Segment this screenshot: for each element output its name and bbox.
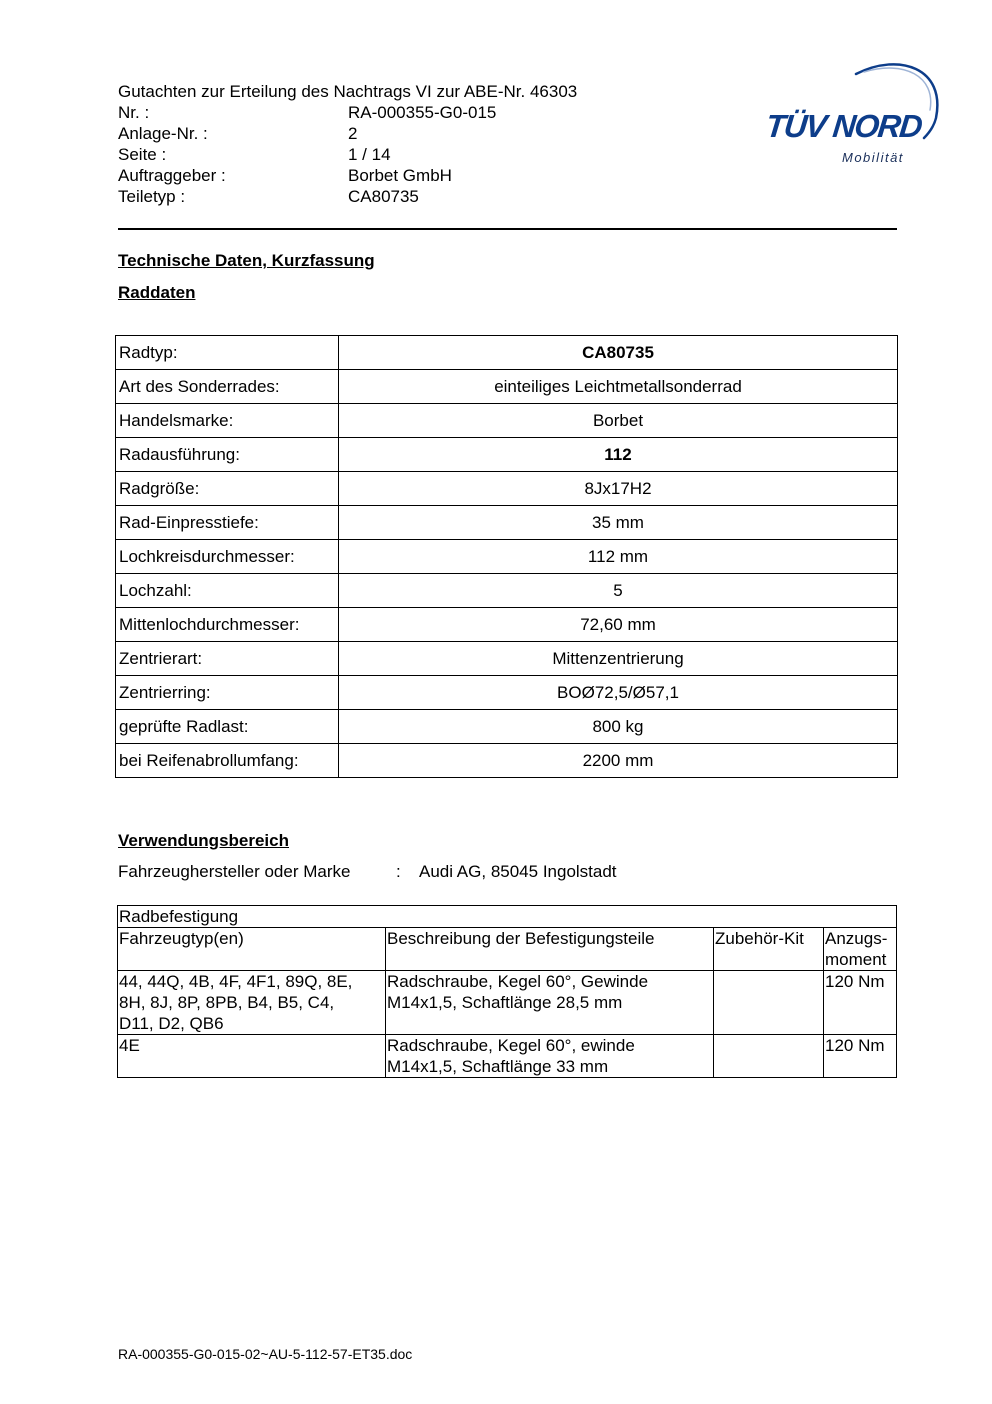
table-row bbox=[116, 336, 898, 370]
header-label: Anlage-Nr. : bbox=[118, 124, 208, 143]
raddaten-value: 72,60 mm bbox=[339, 608, 898, 642]
raddaten-label: Rad-Einpresstiefe: bbox=[116, 506, 339, 540]
table-row bbox=[116, 540, 898, 574]
cell-line: 44, 44Q, 4B, 4F, 4F1, 89Q, 8E, bbox=[119, 972, 353, 991]
tuv-nord-logo bbox=[764, 58, 944, 173]
raddaten-label: bei Reifenabrollumfang: bbox=[116, 744, 339, 778]
raddaten-label: geprüfte Radlast: bbox=[116, 710, 339, 744]
table-row bbox=[118, 971, 897, 1035]
table-row bbox=[118, 906, 897, 928]
verwendung-heading: Verwendungsbereich bbox=[118, 831, 289, 850]
header-row-seite bbox=[118, 144, 577, 165]
cell-line: D11, D2, QB6 bbox=[119, 1014, 224, 1033]
table-row bbox=[118, 1035, 897, 1078]
radbefestigung-table bbox=[117, 905, 897, 1078]
logo-brand-text: TÜV NORD bbox=[764, 108, 924, 144]
logo-subtitle: Mobilität bbox=[842, 150, 904, 165]
table-row bbox=[116, 506, 898, 540]
table-row bbox=[116, 676, 898, 710]
header-row-auftraggeber bbox=[118, 165, 577, 186]
header-value: RA-000355-G0-015 bbox=[348, 103, 497, 122]
table-row bbox=[116, 574, 898, 608]
header-label: Seite : bbox=[118, 145, 167, 164]
header-label: Auftraggeber : bbox=[118, 166, 226, 185]
raddaten-value: 2200 mm bbox=[339, 744, 898, 778]
column-header-beschreibung: Beschreibung der Befestigungsteile bbox=[386, 928, 714, 971]
raddaten-label: Radausführung: bbox=[116, 438, 339, 472]
table-row bbox=[116, 642, 898, 676]
footer-filename: RA-000355-G0-015-02~AU-5-112-57-ET35.doc bbox=[118, 1346, 413, 1362]
raddaten-table bbox=[115, 335, 898, 778]
cell-typ bbox=[118, 1035, 386, 1078]
cell-beschreibung bbox=[386, 1035, 714, 1078]
column-header-moment-line: Anzugs- bbox=[825, 929, 888, 948]
table-row bbox=[116, 608, 898, 642]
header-value: 1 / 14 bbox=[348, 145, 391, 164]
table-row bbox=[116, 710, 898, 744]
column-header-typ: Fahrzeugtyp(en) bbox=[118, 928, 386, 971]
cell-line: 4E bbox=[119, 1036, 140, 1055]
cell-line: M14x1,5, Schaftlänge 33 mm bbox=[387, 1057, 609, 1076]
raddaten-label: Art des Sonderrades: bbox=[116, 370, 339, 404]
raddaten-label: Lochzahl: bbox=[116, 574, 339, 608]
column-header-moment-line: moment bbox=[825, 950, 887, 969]
manufacturer-line bbox=[118, 862, 617, 882]
manufacturer-colon: : bbox=[396, 862, 401, 881]
column-header-moment bbox=[824, 928, 897, 971]
raddaten-label: Handelsmarke: bbox=[116, 404, 339, 438]
cell-kit bbox=[714, 971, 824, 1035]
raddaten-value: CA80735 bbox=[339, 336, 898, 370]
raddaten-label: Zentrierring: bbox=[116, 676, 339, 710]
header-value: 2 bbox=[348, 124, 358, 143]
raddaten-label: Zentrierart: bbox=[116, 642, 339, 676]
raddaten-value: 112 mm bbox=[339, 540, 898, 574]
document-title: Gutachten zur Erteilung des Nachtrags VI zur ABE-Nr. 46303 bbox=[118, 82, 578, 101]
raddaten-value: Borbet bbox=[339, 404, 898, 438]
raddaten-label: Radgröße: bbox=[116, 472, 339, 506]
header-divider bbox=[118, 228, 897, 230]
raddaten-value: 800 kg bbox=[339, 710, 898, 744]
raddaten-heading: Raddaten bbox=[118, 283, 196, 302]
table-row bbox=[116, 438, 898, 472]
cell-moment: 120 Nm bbox=[824, 1035, 897, 1078]
cell-line: Radschraube, Kegel 60°, ewinde bbox=[387, 1036, 635, 1055]
raddaten-value: BOØ72,5/Ø57,1 bbox=[339, 676, 898, 710]
manufacturer-value: Audi AG, 85045 Ingolstadt bbox=[419, 862, 617, 881]
cell-kit bbox=[714, 1035, 824, 1078]
raddaten-value: 112 bbox=[339, 438, 898, 472]
column-header-kit: Zubehör-Kit bbox=[714, 928, 824, 971]
raddaten-label: Mittenlochdurchmesser: bbox=[116, 608, 339, 642]
raddaten-label: Radtyp: bbox=[116, 336, 339, 370]
radbefestigung-title: Radbefestigung bbox=[118, 906, 897, 928]
raddaten-value: einteiliges Leichtmetallsonderrad bbox=[339, 370, 898, 404]
document-header bbox=[118, 81, 577, 207]
section-title: Technische Daten, Kurzfassung bbox=[118, 251, 375, 270]
table-row bbox=[116, 370, 898, 404]
cell-moment: 120 Nm bbox=[824, 971, 897, 1035]
header-label: Nr. : bbox=[118, 103, 150, 122]
table-row bbox=[116, 744, 898, 778]
cell-line: 8H, 8J, 8P, 8PB, B4, B5, C4, bbox=[119, 993, 335, 1012]
cell-line: Radschraube, Kegel 60°, Gewinde bbox=[387, 972, 649, 991]
cell-typ bbox=[118, 971, 386, 1035]
raddaten-value: 5 bbox=[339, 574, 898, 608]
header-row-nr bbox=[118, 102, 577, 123]
cell-beschreibung bbox=[386, 971, 714, 1035]
table-row bbox=[116, 472, 898, 506]
header-row-anlage bbox=[118, 123, 577, 144]
raddaten-value: 8Jx17H2 bbox=[339, 472, 898, 506]
header-value: Borbet GmbH bbox=[348, 166, 452, 185]
header-value: CA80735 bbox=[348, 187, 419, 206]
raddaten-value: 35 mm bbox=[339, 506, 898, 540]
table-row bbox=[116, 404, 898, 438]
header-row-teiletyp bbox=[118, 186, 577, 207]
table-header-row bbox=[118, 928, 897, 971]
manufacturer-label: Fahrzeughersteller oder Marke bbox=[118, 862, 351, 881]
raddaten-label: Lochkreisdurchmesser: bbox=[116, 540, 339, 574]
header-label: Teiletyp : bbox=[118, 187, 186, 206]
raddaten-value: Mittenzentrierung bbox=[339, 642, 898, 676]
cell-line: M14x1,5, Schaftlänge 28,5 mm bbox=[387, 993, 623, 1012]
